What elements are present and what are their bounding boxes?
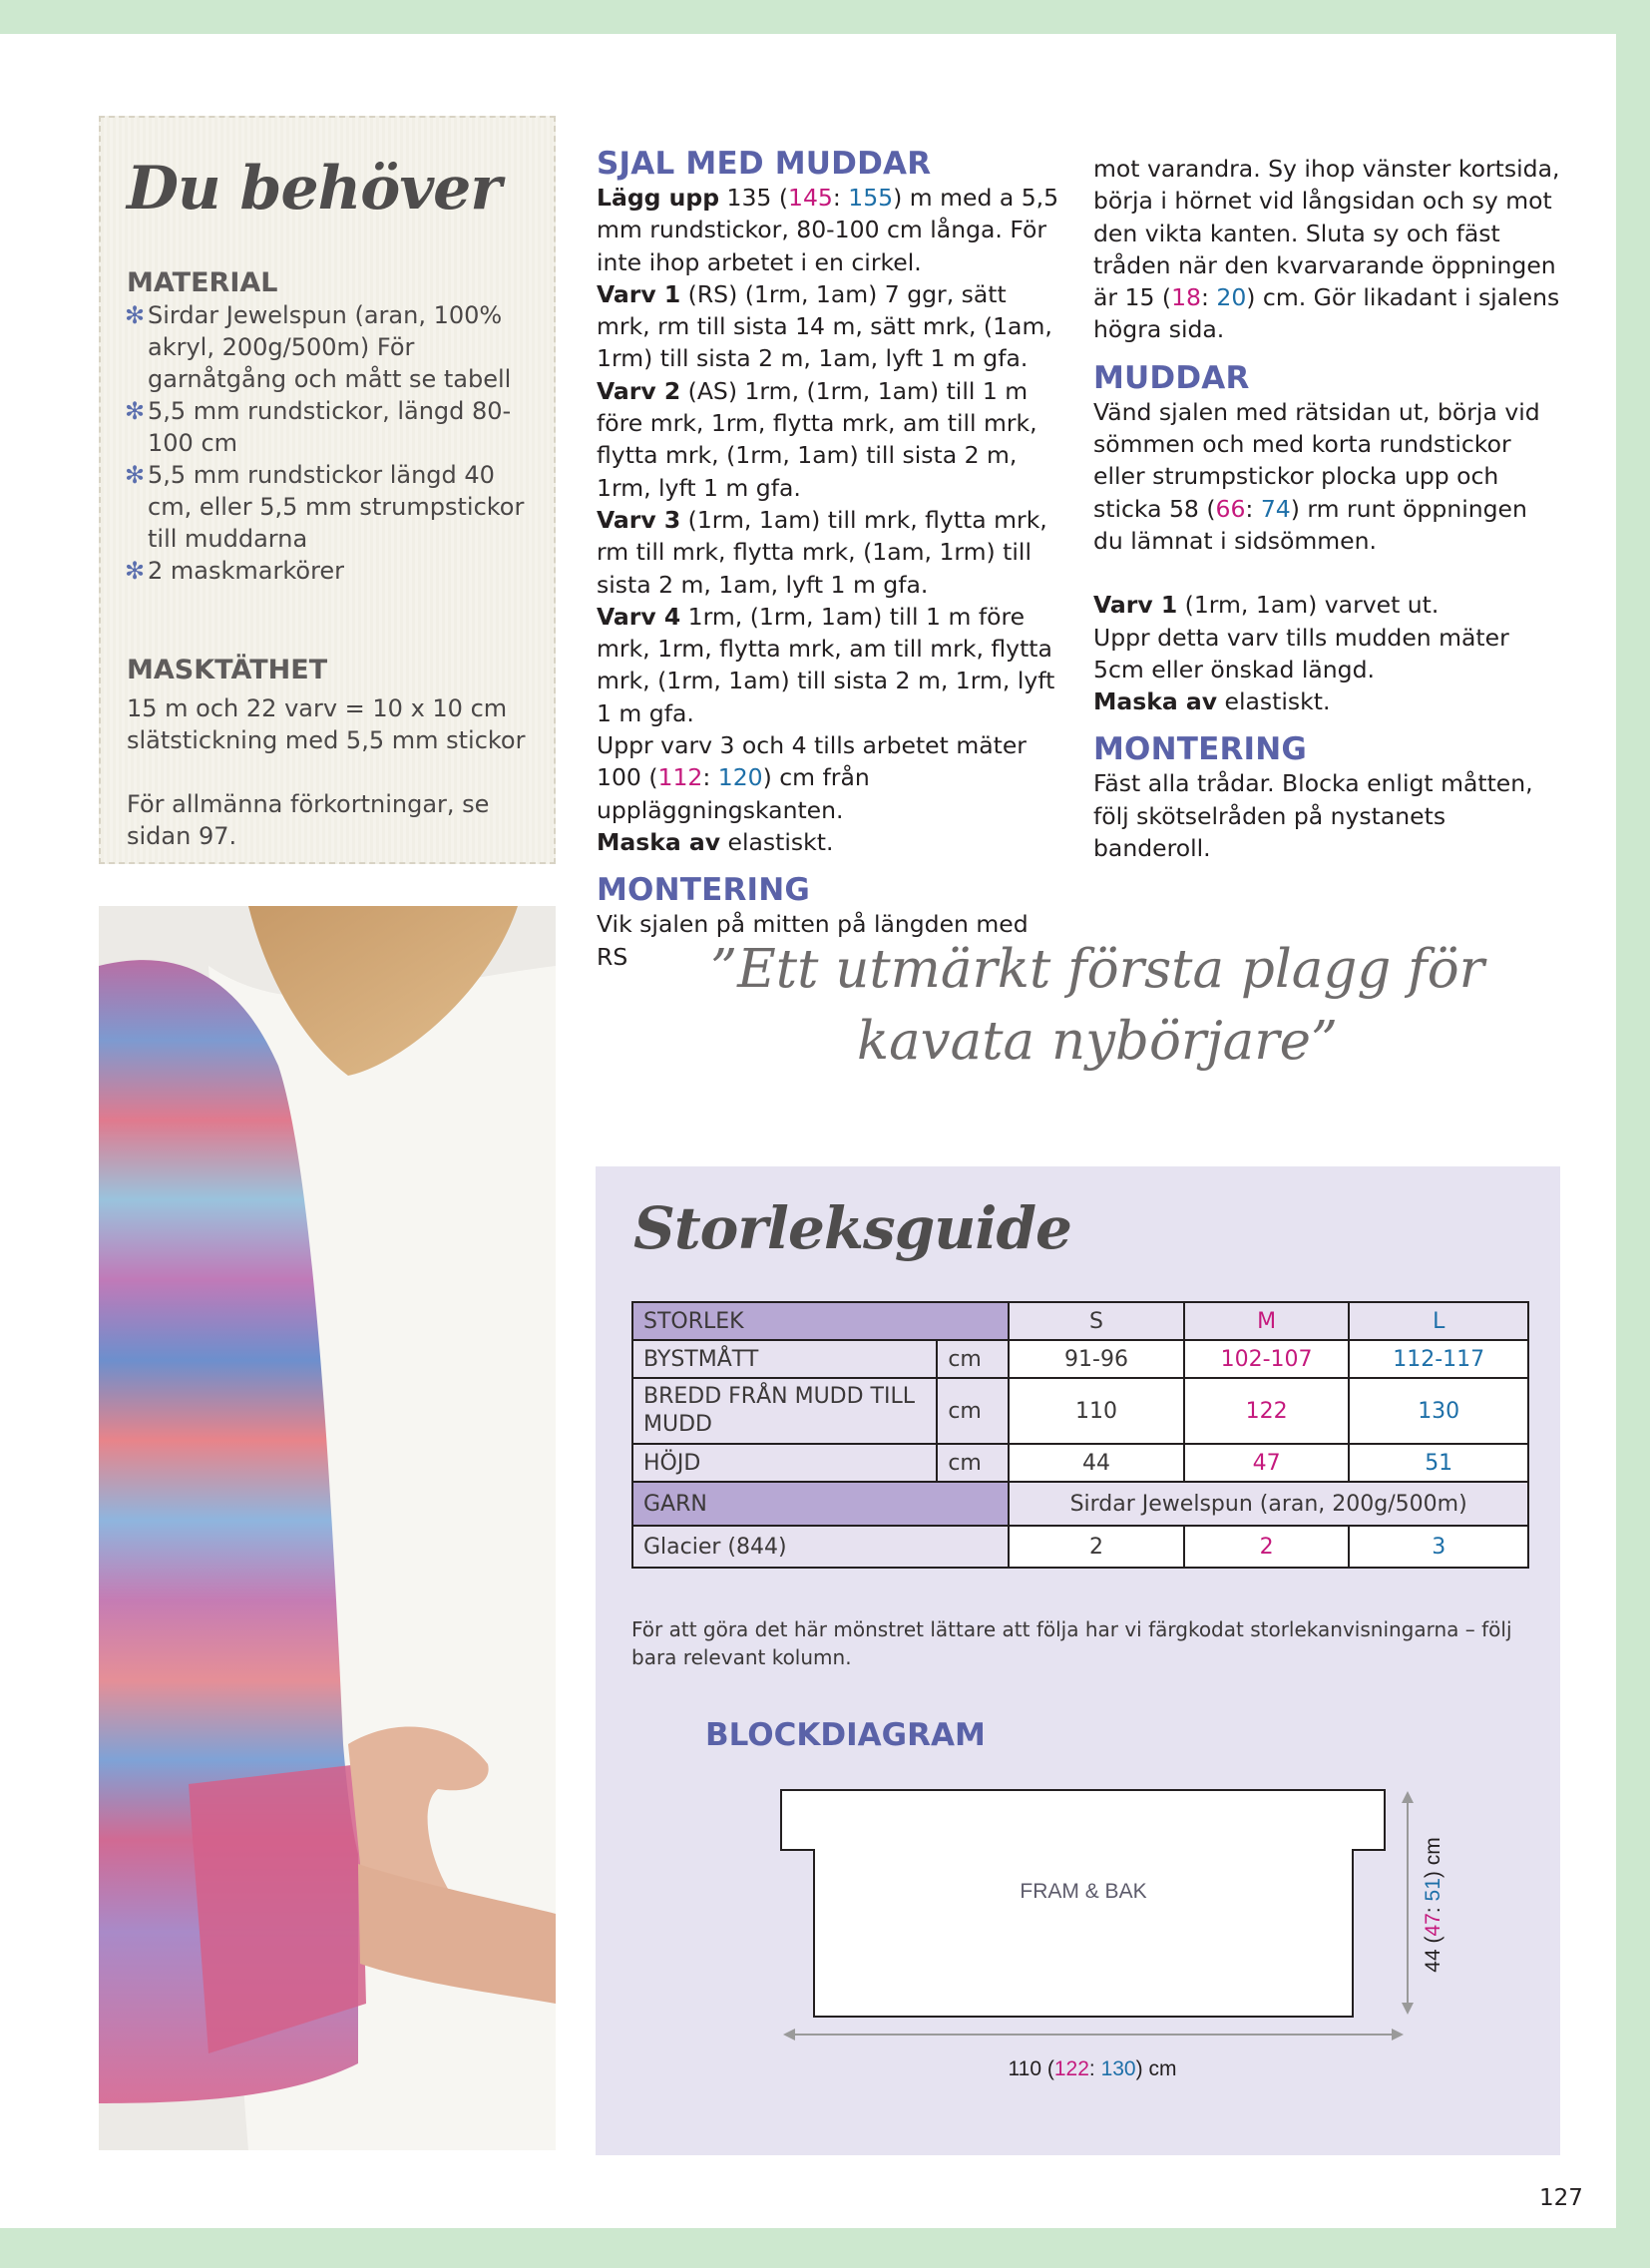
size-guide-panel xyxy=(596,1166,1560,2155)
width-label: 110 (122: 130) cm xyxy=(1008,2057,1177,2080)
muddar-row-1-paragraph: Varv 1 (1rm, 1am) varvet ut. xyxy=(1093,591,1440,620)
muddar-paragraph: Vänd sjalen med rätsidan ut, börja vid sömmen och med korta rundstickor eller strumpstickor plocka upp och sticka 58 (66: 74) rm runt öppningen du lämnat i sidsömmen. xyxy=(1093,397,1540,555)
list-item: ✻ 5,5 mm rundstickor längd 40 cm, eller 5,5 mm strumpstickor till muddarna xyxy=(125,461,525,553)
pattern-column-2 xyxy=(1093,153,1562,864)
abbreviations-text: För allmänna förkortningar, se sidan 97. xyxy=(127,790,490,850)
header-size-l: L xyxy=(1349,1302,1528,1340)
montering-2-paragraph: Fäst alla trådar. Blocka enligt måtten, följ skötselråden på nystanets banderoll. xyxy=(1093,769,1533,863)
asterisk-bullet-icon: ✻ xyxy=(125,301,146,329)
pattern-column-1 xyxy=(597,146,1065,973)
montering-paragraph: Vik sjalen på mitten på längden med RS xyxy=(597,910,1029,971)
bind-off-paragraph: Maska av elastiskt. xyxy=(597,827,834,856)
table-row: BYSTMÅTT cm 91-96 102-107 112-117 xyxy=(632,1340,1528,1378)
block-diagram-heading: BLOCKDIAGRAM xyxy=(705,1717,986,1753)
quote-line-2: kavata nybörjare” xyxy=(856,1011,1339,1072)
block-diagram xyxy=(596,1765,1560,2104)
row-4-paragraph: Varv 4 1rm, (1rm, 1am) till 1 m före mrk, 1rm, flytta mrk, am till mrk, flytta mrk, (1rm, 1am) till sista 2 m, 1rm, lyft 1 m gfa. xyxy=(597,602,1055,727)
model-photo xyxy=(99,906,556,2150)
row-3-paragraph: Varv 3 (1rm, 1am) till mrk, flytta mrk, rm till mrk, flytta mrk, (1am, 1rm) till sista 2 m, 1am, lyft 1 m gfa. xyxy=(597,505,1047,599)
size-table xyxy=(631,1301,1529,1569)
row-2-paragraph: Varv 2 (AS) 1rm, (1rm, 1am) till 1 m före mrk, 1rm, flytta mrk, am till mrk, flytta mrk, (1rm, 1am) till sista 2 m, 1rm, lyft 1 m gfa. xyxy=(597,376,1037,502)
material-list xyxy=(125,299,544,587)
repeat-paragraph: Uppr varv 3 och 4 tills arbetet mäter 100 (112: 120) cm från uppläggningskanten. xyxy=(597,731,1027,824)
page-number: 127 xyxy=(1539,2185,1583,2211)
asterisk-bullet-icon: ✻ xyxy=(125,397,146,425)
shape-label: FRAM & BAK xyxy=(1020,1880,1147,1903)
table-row: Glacier (844) 2 2 3 xyxy=(632,1526,1528,1568)
table-header-row xyxy=(632,1302,1528,1340)
gauge-heading: MASKTÄTHET xyxy=(127,655,328,685)
section-heading-montering-2: MONTERING xyxy=(1093,731,1308,768)
yarn-row: GARN Sirdar Jewelspun (aran, 200g/500m) xyxy=(632,1482,1528,1526)
list-item: ✻ 2 maskmarkörer xyxy=(125,557,345,585)
asterisk-bullet-icon: ✻ xyxy=(125,557,146,585)
section-heading-sjal: SJAL MED MUDDAR xyxy=(597,146,932,182)
asterisk-bullet-icon: ✻ xyxy=(125,461,146,489)
size-guide-note: För att göra det här mönstret lättare att följa har vi färgkodat storlekanvisningarna – följ bara relevant kolumn. xyxy=(631,1617,1512,1669)
row-1-paragraph: Varv 1 (RS) (1rm, 1am) 7 ggr, sätt mrk, rm till sista 14 m, sätt mrk, (1am, 1rm) till sista 2 m, 1am, lyft 1 m gfa. xyxy=(597,279,1052,373)
muddar-repeat-paragraph: Uppr detta varv tills mudden mäter 5cm eller önskad längd. xyxy=(1093,623,1509,683)
size-guide-title: Storleksguide xyxy=(633,1194,1071,1262)
table-row: HÖJD cm 44 47 51 xyxy=(632,1444,1528,1482)
quote-line-1: ”Ett utmärkt första plagg för xyxy=(710,939,1484,1000)
header-size-m: M xyxy=(1184,1302,1350,1340)
section-heading-muddar: MUDDAR xyxy=(1093,359,1250,396)
section-heading-montering: MONTERING xyxy=(597,872,811,909)
continuation-paragraph: mot varandra. Sy ihop vänster kortsida, börja i hörnet vid långsidan och sy mot den vikta kanten. Sluta sy och fäst tråden när den kvarvarande öppningen är 15 (18: 20) cm. Gör likadant i sjalens högra sida. xyxy=(1093,155,1560,344)
muddar-bind-off-paragraph: Maska av elastiskt. xyxy=(1093,687,1331,716)
list-item: ✻ 5,5 mm rundstickor, längd 80-100 cm xyxy=(125,397,512,457)
box-title: Du behöver xyxy=(127,154,501,224)
header-size-s: S xyxy=(1009,1302,1184,1340)
header-label: STORLEK xyxy=(632,1302,1009,1340)
gauge-text: 15 m och 22 varv = 10 x 10 cm slätstickning med 5,5 mm stickor xyxy=(127,694,526,754)
list-item: ✻ Sirdar Jewelspun (aran, 100% akryl, 200g/500m) För garnåtgång och mått se tabell xyxy=(125,301,512,393)
table-row: BREDD FRÅN MUDD TILL MUDD cm 110 122 130 xyxy=(632,1378,1528,1444)
garment-shape xyxy=(781,1790,1385,2017)
material-heading: MATERIAL xyxy=(127,267,278,298)
cast-on-paragraph: Lägg upp 135 (145: 155) m med a 5,5 mm rundstickor, 80-100 cm långa. För inte ihop arbetet i en cirkel. xyxy=(597,184,1059,276)
shrug-photo-illustration xyxy=(99,906,556,2150)
materials-box xyxy=(99,116,556,864)
pull-quote xyxy=(599,934,1596,1078)
height-label: 44 (47: 51) cm xyxy=(1422,1837,1444,1973)
